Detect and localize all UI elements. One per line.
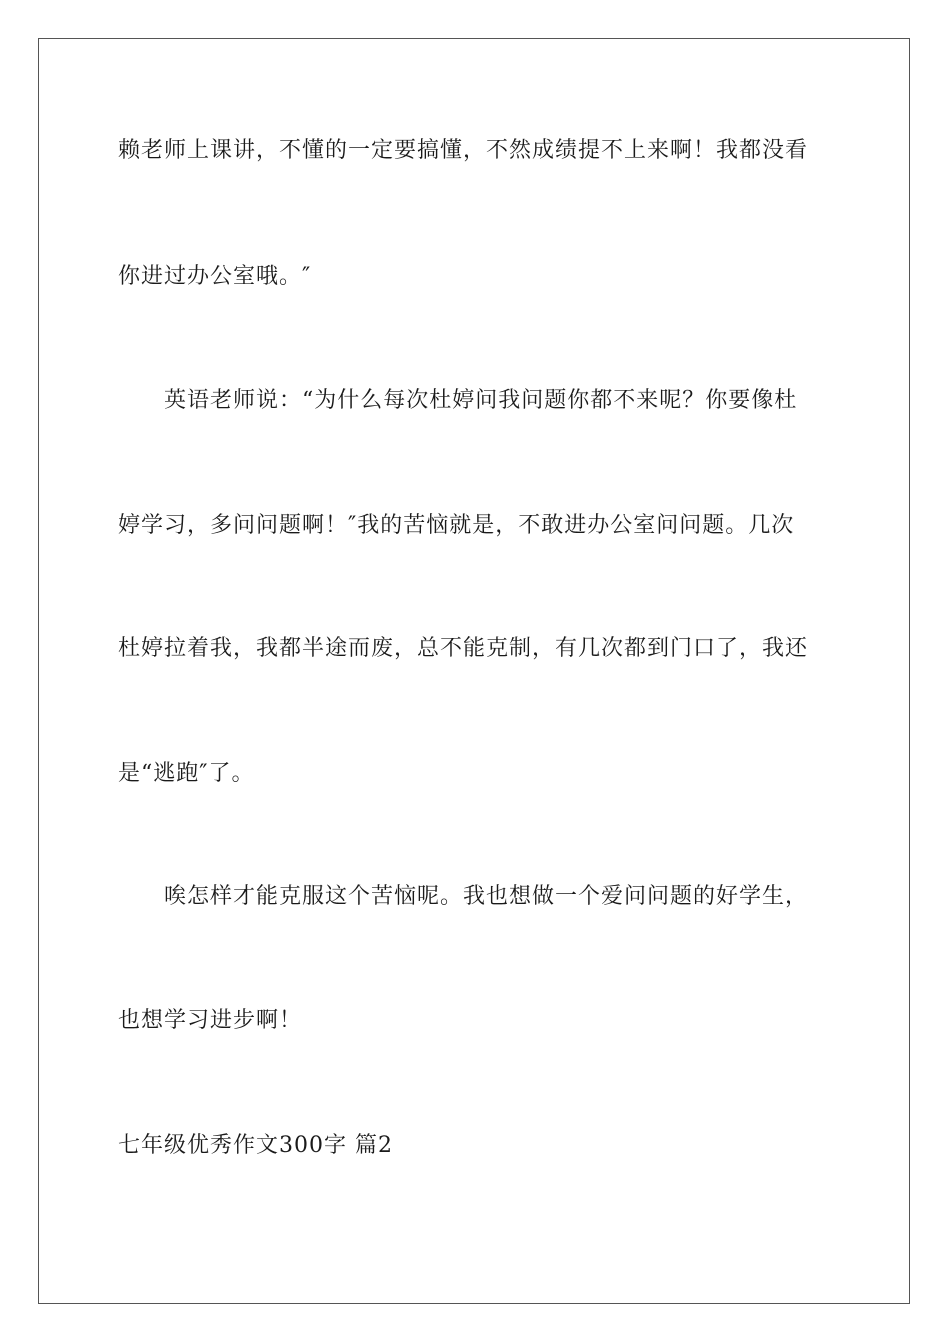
paragraph-line: 杜婷拉着我，我都半途而废，总不能克制，有几次都到门口了，我还 [118,636,809,661]
section-heading: 七年级优秀作文300字 篇2 [118,1133,393,1158]
paragraph-line: 赖老师上课讲，不懂的一定要搞懂，不然成绩提不上来啊！我都没看 [118,138,809,163]
paragraph-line: 你进过办公室哦。″ [118,264,312,289]
paragraph-line: 唉怎样才能克服这个苦恼呢。我也想做一个爱问问题的好学生， [164,884,809,909]
paragraph-line: 英语老师说：“为什么每次杜婷问我问题你都不来呢？你要像杜 [164,388,798,413]
paragraph-line: 也想学习进步啊！ [118,1008,303,1033]
page-border [38,38,910,1304]
paragraph-line: 婷学习，多问问题啊！″我的苦恼就是，不敢进办公室问问题。几次 [118,513,795,538]
paragraph-line: 是“逃跑″了。 [118,761,255,786]
